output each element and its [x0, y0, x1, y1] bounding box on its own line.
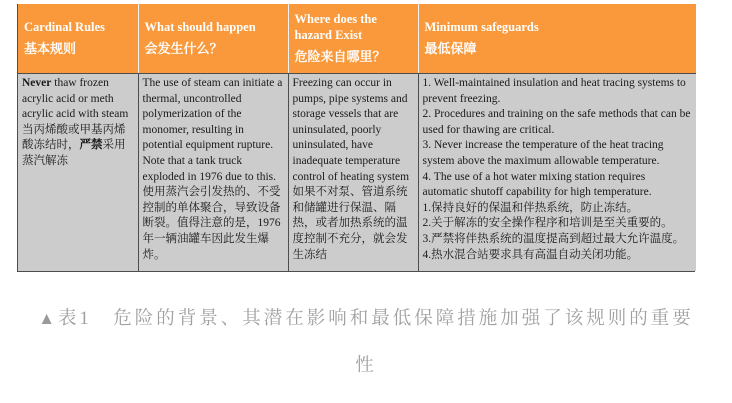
table-caption-text-wrap [36, 295, 696, 390]
caption-text: 表1 危险的背景、其潜在影响和最低保障措施加强了该规则的重要性 [58, 309, 694, 376]
what-text-zh: 使用蒸汽会引发热的、不受控制的单体聚合，导致设备断裂。值得注意的是，1976年一辆油罐车因此发生爆炸。 [142, 186, 281, 261]
rule-yanjin-bold: 严禁 [79, 139, 103, 152]
header-where-hazard-exists [288, 4, 418, 74]
cell-where-hazard [288, 74, 418, 272]
safeguard-item-en-4: 4. The use of a hot water mixing station requires automatic shutoff capability for high temperature. [422, 170, 652, 199]
table-caption [0, 295, 732, 390]
safeguard-item-en-1: 1. Well-maintained insulation and heat tracing systems to prevent freezing. [422, 77, 686, 105]
safeguard-item-zh-2: 2.关于解冻的安全操作程序和培训是至关重要的。 [422, 217, 673, 230]
safeguard-item-zh-3: 3.严禁将伴热系统的温度提高到超过最大允许温度。 [422, 232, 685, 245]
cell-safeguards [418, 74, 696, 272]
header-minimum-safeguards [418, 4, 696, 74]
cardinal-rules-table-wrap [17, 4, 695, 272]
cardinal-rules-table [18, 4, 696, 271]
header-where-hazard-exists-en: Where does the hazard Exist [294, 11, 377, 42]
where-text-zh: 如果不对泵、管道系统和储罐进行保温、隔热，或者加热系统的温度控制不充分，就会发生冻结 [292, 186, 408, 261]
rule-text-en: Never thaw frozen acrylic acid or meth acrylic acid with steam [22, 77, 129, 121]
what-text-en: The use of steam can initiate a thermal, uncontrolled polymerization of the monomer, resulting in potential equipment rupture. Note that a tank truck exploded in 1976 due to this. [142, 77, 283, 183]
safeguard-item-zh-4: 4.热水混合站要求具有高温自动关闭功能。 [422, 248, 639, 261]
safeguard-item-en-3: 3. Never increase the temperature of the heat tracing system above the maximum allowable temperature. [422, 139, 664, 167]
header-where-hazard-exists-zh: 危险来自哪里？ [294, 48, 386, 64]
header-row [18, 4, 696, 74]
header-cardinal-rules [18, 4, 138, 74]
safeguard-item-zh-1: 1.保持良好的保温和伴热系统，防止冻结。 [422, 201, 639, 214]
safeguard-item-en-2: 2. Procedures and training on the safe methods that can be used for thawing are critical. [422, 108, 691, 136]
rule-text-zh: 当丙烯酸或甲基丙烯酸冻结时，严禁采用蒸汽解冻 [22, 123, 126, 167]
cell-what-happens [138, 74, 288, 272]
where-text-en: Freezing can occur in pumps, pipe systems and storage vessels that are uninsulated, poorly uninsulated, have inadequate temperature control of heating system [292, 77, 410, 183]
cell-rule [18, 74, 138, 272]
header-cardinal-rules-zh: 基本规则 [24, 40, 77, 56]
header-what-should-happen-en: What should happen [144, 19, 256, 34]
header-what-should-happen [138, 4, 288, 74]
caption-triangle-icon: ▲ [38, 309, 59, 328]
table-row [18, 74, 696, 272]
header-cardinal-rules-en: Cardinal Rules [24, 19, 105, 34]
header-minimum-safeguards-zh: 最低保障 [424, 40, 477, 56]
header-minimum-safeguards-en: Minimum safeguards [424, 19, 539, 34]
rule-never-bold: Never [22, 77, 52, 89]
header-what-should-happen-zh: 会发生什么？ [144, 40, 223, 56]
